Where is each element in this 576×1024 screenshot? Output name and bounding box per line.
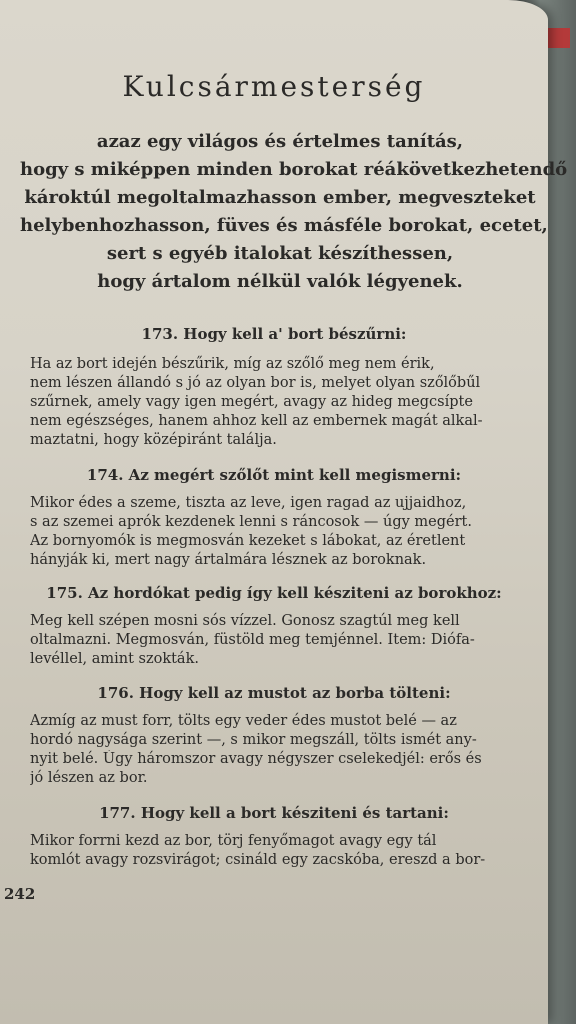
section-heading: 176. Hogy kell az mustot az borba tölteni: (97, 684, 451, 702)
body-line: Meg kell szépen mosni sós vízzel. Gonosz szagtúl meg kell (30, 613, 460, 629)
body-line: oltalmazni. Megmosván, füstöld meg temjénnel. Item: Diófa- (30, 632, 475, 648)
body-line: nem lészen állandó s jó az olyan bor is, melyet olyan szőlőbűl (30, 375, 481, 391)
section-heading: 173. Hogy kell a' bort bészűrni: (141, 325, 407, 343)
body-line: Az bornyomók is megmosván kezeket s lábokat, az éretlent (30, 533, 466, 549)
body-line: Mikor édes a szeme, tiszta az leve, igen ragad az ujjaidhoz, (30, 495, 467, 511)
subtitle-line: helybenhozhasson, füves és másféle borokat, ecetet, (20, 215, 548, 236)
body-line: Ha az bort idején bészűrik, míg az szőlő meg nem érik, (30, 356, 435, 372)
body-line: hányják ki, mert nagy ártalmára lésznek az boroknak. (30, 552, 427, 568)
body-line: s az szemei aprók kezdenek lenni s ráncosok — úgy megért. (30, 514, 472, 530)
chapter-subtitle (20, 128, 568, 296)
section-heading: 175. Az hordókat pedig így kell késziteni az borokhoz: (46, 584, 502, 602)
body-line: Azmíg az must forr, tölts egy veder édes mustot belé — az (30, 713, 457, 729)
body-line: levéllel, amint szokták. (30, 651, 199, 667)
section-body (30, 494, 528, 570)
subtitle-line: azaz egy világos és értelmes tanítás, (96, 131, 464, 152)
subtitle-line: hogy ártalom nélkül valók légyenek. (97, 271, 463, 292)
body-line: nem egészséges, hanem ahhoz kell az embernek magát alkal- (30, 413, 483, 429)
body-line: szűrnek, amely vagy igen megért, avagy az hideg megcsípte (30, 394, 473, 410)
body-line: hordó nagysága szerint —, s mikor megszáll, tölts ismét any- (30, 732, 477, 748)
section-body (30, 832, 528, 870)
body-line: jó lészen az bor. (30, 770, 148, 786)
subtitle-line: károktúl megoltalmazhasson ember, megveszteket (24, 187, 536, 208)
section-body (30, 612, 528, 669)
body-line: komlót avagy rozsvirágot; csináld egy zacskóba, ereszd a bor- (30, 852, 486, 868)
body-line: maztatni, hogy középiránt találja. (30, 432, 277, 448)
section-heading: 174. Az megért szőlőt mint kell megismerni: (86, 466, 462, 484)
section-body (30, 355, 528, 450)
section-body (30, 712, 528, 788)
page-number: 242 (4, 885, 36, 903)
body-line: nyit belé. Úgy háromszor avagy négyszer cselekedjél: erős és (30, 751, 482, 767)
section-heading: 177. Hogy kell a bort késziteni és tartani: (99, 804, 449, 822)
body-line: Mikor forrni kezd az bor, törj fenyőmagot avagy egy tál (30, 833, 437, 849)
chapter-title: Kulcsármesterség (122, 70, 426, 103)
subtitle-line: sert s egyéb italokat készíthessen, (106, 243, 454, 264)
subtitle-line: hogy s miképpen minden borokat réákövetkezhetendő (20, 159, 568, 180)
